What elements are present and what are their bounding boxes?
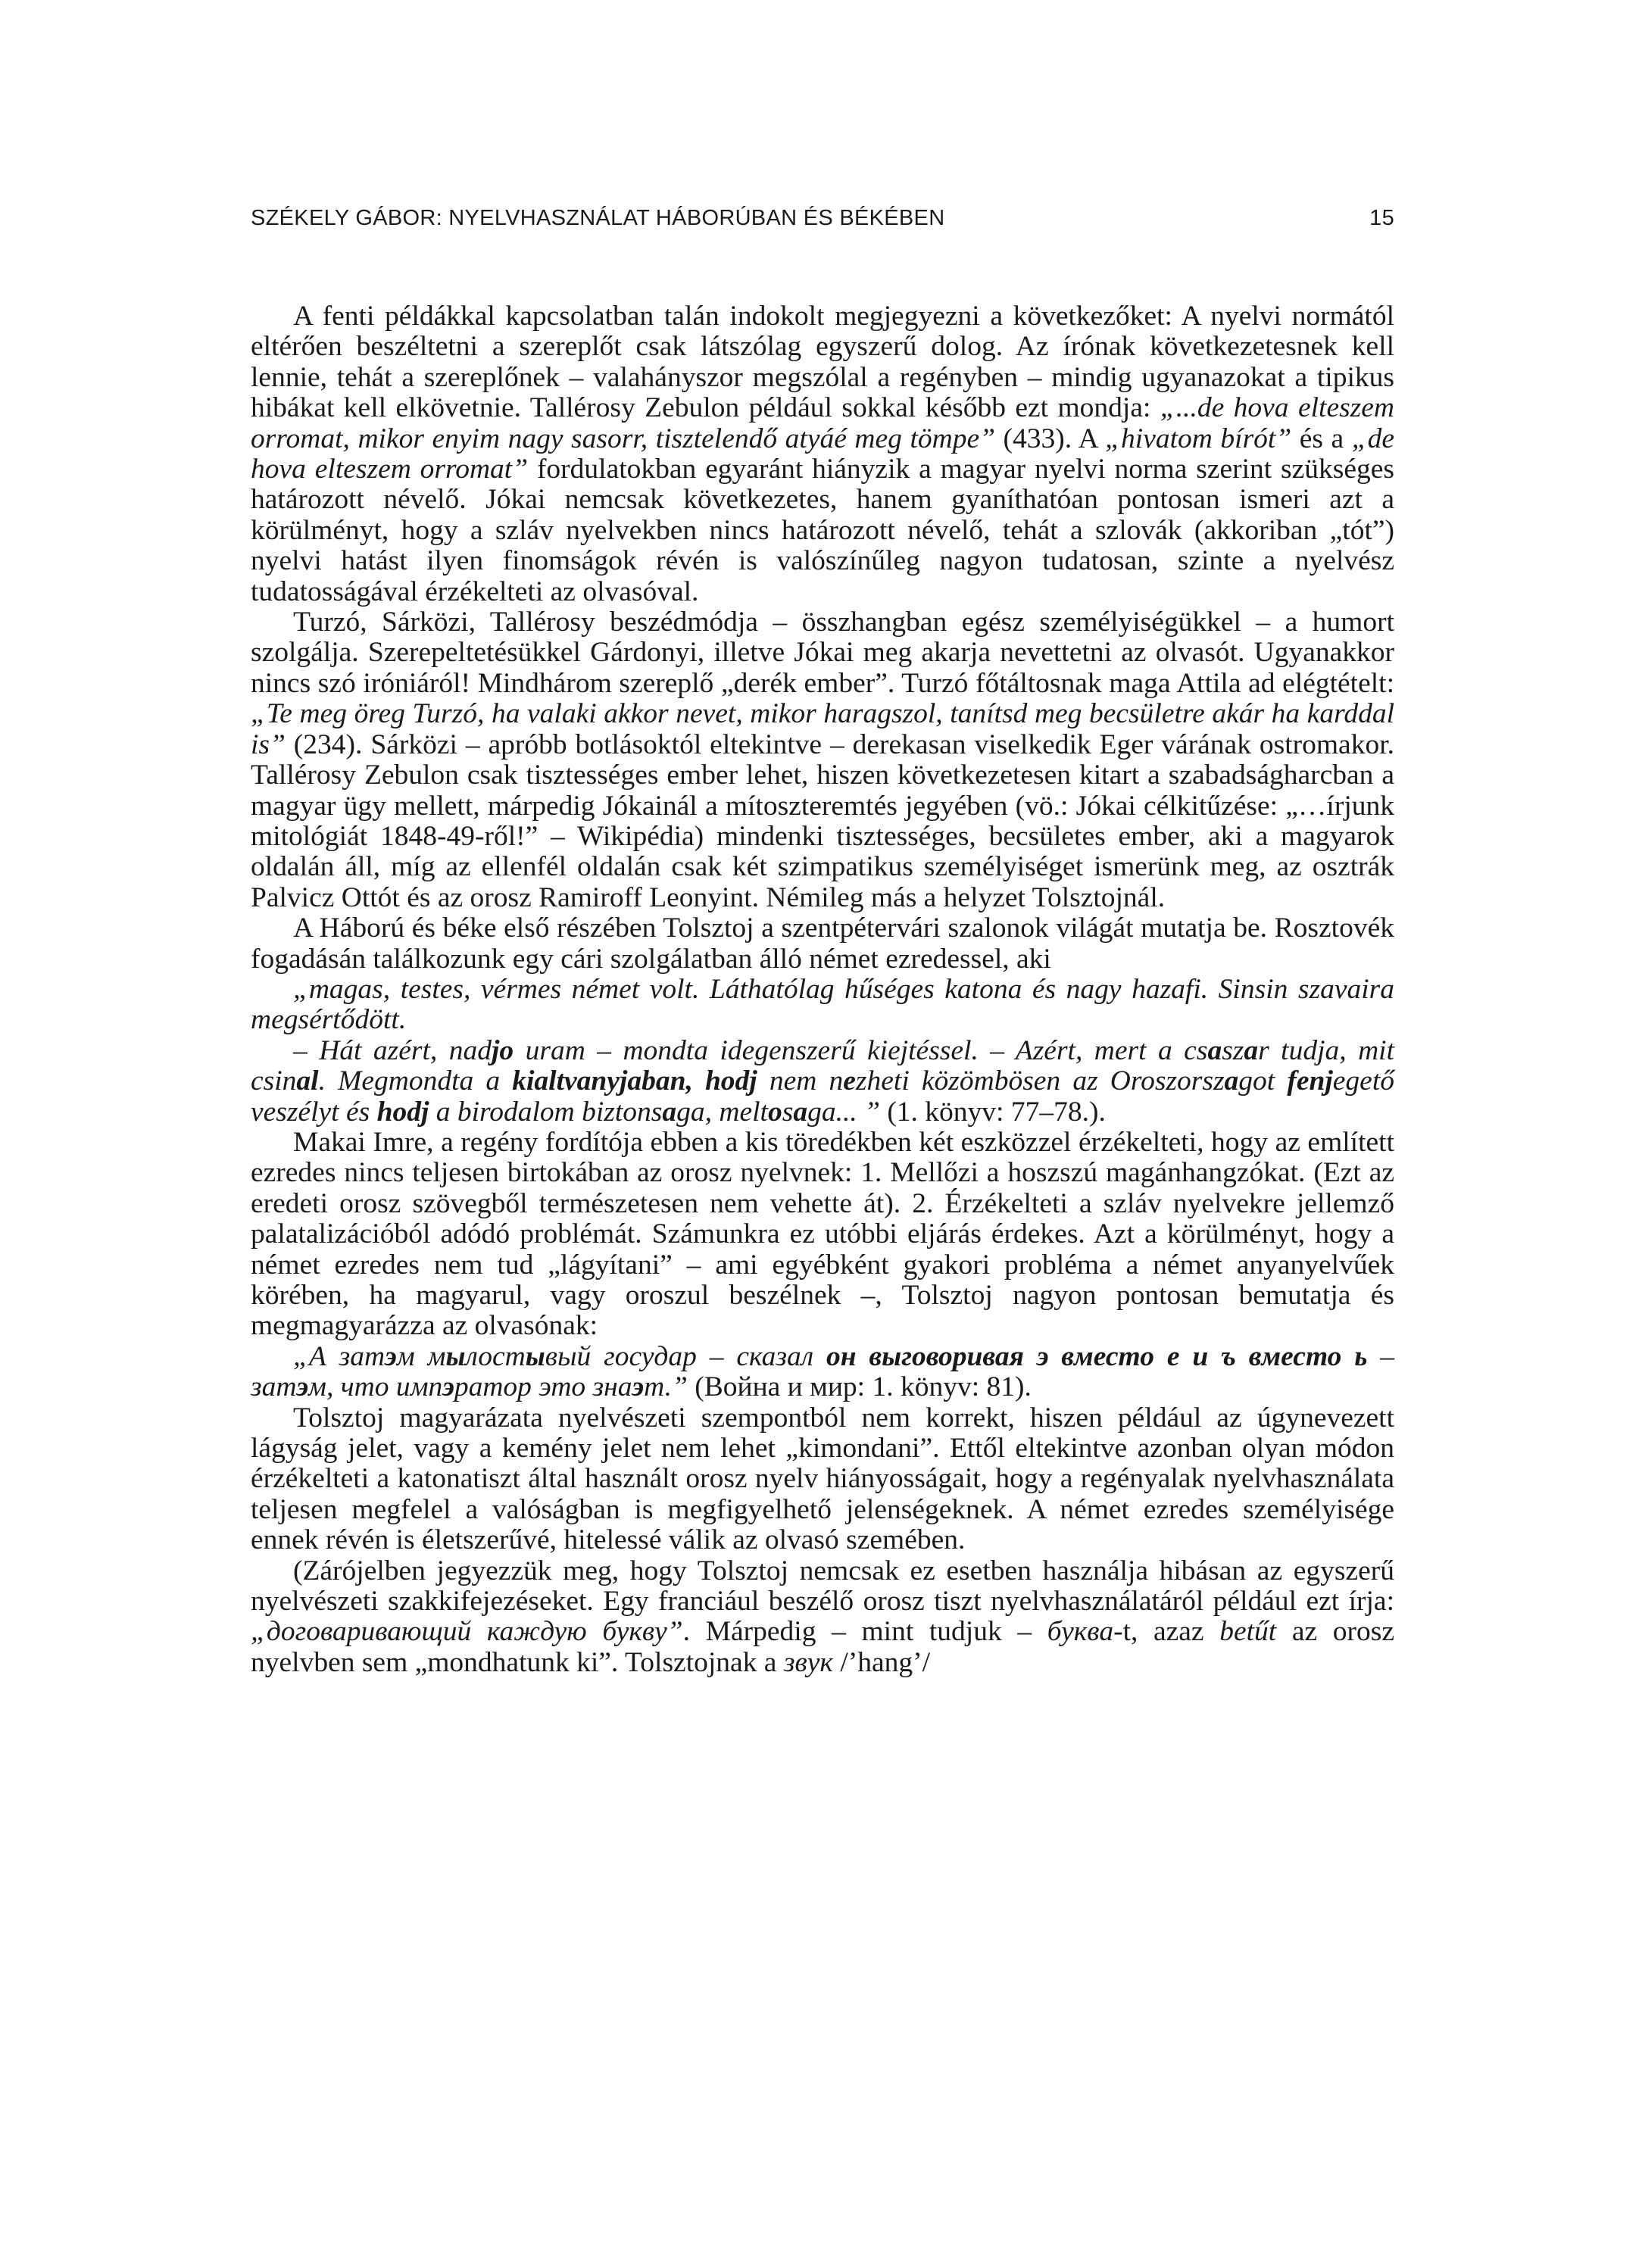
text-run: (234). Sárközi – apróbb botlásoktól eltekintve – derekasan viselkedik Eger várának ostromakor. Tallérosy Zebulon csak tisztességes ember lehet, hiszen következetesen kitart a szabadságharcban a magyar ügy mellett, márpedig Jókainál a mítoszteremtés jegyében (vö.: Jókai célkitűzése: „…írjunk mitológiát 1848-49-ről!” – Wikipédia) mindenki tisztességes, becsületes ember, aki a magyarok oldalán áll, míg az ellenfél oldalán csak két szimpatikus személyiséget ismerünk meg, az osztrák Palvicz Ottót és az orosz Ramiroff Leonyint. Némileg más a helyzet Tolsztojnál. [251,728,1394,913]
emphasis-run: o [767,1096,782,1128]
emphasis-run: – Hát azért, nad [293,1034,492,1066]
emphasis-run: fenj [1287,1065,1333,1097]
text-run: -t, azaz [1113,1616,1220,1648]
text-run: (433). A [994,423,1106,454]
body-text [251,301,1394,1678]
emphasis-run: – зат [251,1340,1395,1403]
running-header [251,206,1394,236]
emphasis-run: sz [1222,1034,1244,1066]
emphasis-run: got [1238,1065,1288,1097]
emphasis-run: э [442,1371,454,1403]
paragraph [251,1128,1394,1342]
text-run: (Война и мир: 1. könyv: 81). [687,1371,1032,1403]
paragraph [251,301,1394,607]
emphasis-run: лост [465,1340,526,1372]
emphasis-run: a [1207,1034,1222,1066]
paragraph [251,1403,1394,1556]
emphasis-run: „...de hova elteszem orromat, mikor enyim nagy sasorr, tisztelendő atyáé meg tömpe” [251,392,1395,454]
page-number: 15 [1369,206,1394,230]
emphasis-run: „Te meg öreg Turzó, ha valaki akkor nevet, mikor haragszol, tanítsd meg becsületre akár ha karddal is” [251,698,1394,760]
emphasis-run: a [662,1096,677,1128]
emphasis-run: nem n [757,1065,844,1097]
emphasis-run: м, что имп [308,1371,443,1403]
emphasis-run: e [843,1065,856,1097]
emphasis-run: „de hova elteszem orromat” [251,423,1394,485]
paragraph [251,913,1394,975]
text-run: és a [1291,423,1352,454]
text-run: (1. könyv: 77–78.). [879,1096,1106,1128]
text-run: fordulatokban egyaránt hiányzik a magyar nyelvi norma szerint szükséges határozott névelő. Jókai nemcsak következetes, hanem gyaníthatóan pontosan ismeri azt a körülményt, hogy a szláv nyelvekben nincs határozott névelő, tehát a szlovák (akkoriban „tót”) nyelvi hatást ilyen finomságok révén is valószínűleg nagyon tudatosan, szinte a nyelvész tudatosságával érzékelteti az olvasóval. [251,454,1394,607]
emphasis-run: ы [445,1340,466,1372]
paragraph [251,607,1394,913]
emphasis-run: т.” [644,1371,688,1403]
emphasis-run: э [385,1340,397,1372]
emphasis-run: a birodalom biztons [429,1096,663,1128]
emphasis-run: ga, melt [676,1096,768,1128]
text-run: /’hang’/ [832,1646,931,1678]
emphasis-run: ga... ” [807,1096,880,1128]
emphasis-run: звук [783,1646,833,1678]
paragraph [251,1556,1394,1679]
text-run: az orosz nyelvben sem „mondhatunk ki”. Tolsztojnak a [251,1616,1394,1678]
text-run: (Zárójelben jegyezzük meg, hogy Tolsztoj nemcsak ez esetben használja hibásan az egyszerű nyelvészeti szakkifejezéseket. Egy franciául beszélő orosz tiszt nyelvhasználatáról például ezt írja: [251,1555,1394,1618]
emphasis-run: э [632,1371,645,1403]
text-run: A fenti példákkal kapcsolatban talán indokolt megjegyezni a következőket: A nyelvi normától eltérően beszéltetni a szereplőt csak látszólag egyszerű dolog. Az írónak következetesnek kell lennie, tehát a szereplőnek – valahányszor megszólal a regényben – mindig ugyanazokat a tipikus hibákat kell elkövetnie. Tallérosy Zebulon például sokkal később ezt mondja: [251,301,1394,424]
emphasis-run: hodj [376,1096,429,1128]
emphasis-run: zheti közömbösen az Oroszorsz [855,1065,1225,1097]
emphasis-run: „hivatom bírót” [1105,423,1292,454]
emphasis-run: kialtvanyjaban, hodj [512,1065,757,1097]
emphasis-run: a [1244,1034,1259,1066]
emphasis-run: jo [492,1034,514,1066]
emphasis-run: ратор это зна [454,1371,632,1403]
emphasis-run: s [782,1096,794,1128]
text-run: Tolsztoj magyarázata nyelvészeti szempontból nem korrekt, hiszen például az úgynevezett lágyság jelet, vagy a kemény jelet nem lehet „kimondani”. Ettől eltekintve azonban olyan módon érzékelteti a katonatiszt által használt orosz nyelv hiányosságait, hogy a regényalak nyelvhasználata teljesen megfelel a valóságban is megfigyelhető jelenségeknek. A német ezredes személyisége ennek révén is életszerűvé, hitelessé válik az olvasó szemében. [251,1402,1394,1556]
paragraph [251,1342,1394,1403]
emphasis-run: al [296,1065,319,1097]
text-run: Turzó, Sárközi, Tallérosy beszédmódja – összhangban egész személyiségükkel – a humort szolgálja. Szerepeltetésükkel Gárdonyi, illetve Jókai meg akarja nevettetni az olvasót. Ugyanakkor nincs szó iróniáról! Mindhárom szereplő „derék ember”. Turzó főtáltosnak maga Attila ad elégtételt: [251,607,1394,699]
emphasis-run: ы [525,1340,545,1372]
emphasis-run: betűt [1219,1616,1277,1648]
paragraph [251,1036,1394,1128]
emphasis-run: буква [1047,1616,1114,1648]
emphasis-run: он выговоривая э вместо е и ъ вместо ь [826,1340,1368,1372]
text-run: . Márpedig – mint tudjuk – [682,1616,1047,1648]
emphasis-run: uram – mondta idegenszerű kiejtéssel. – Azért, mert a cs [514,1034,1208,1066]
text-run: Makai Imre, a regény fordítója ebben a kis töredékben két eszközzel érzékelteti, hogy az említett ezredes nincs teljesen birtokában az orosz nyelvnek: 1. Mellőzi a hoszszú magánhangzókat. (Ezt az eredeti orosz szövegből természetesen nem vehette át). 2. Érzékelteti a szláv nyelvekre jellemző palatalizációból adódó problémát. Számunkra ez utóbbi eljárás érdekes. Azt a körülményt, hogy a német ezredes nem tud „lágyítani” – ami egyébként gyakori probléma a német anyanyelvűek körében, ha magyarul, vagy oroszul beszélnek –, Tolsztoj nagyon pontosan bemutatja és megmagyarázza az olvasónak: [251,1126,1394,1342]
emphasis-run: вый государ – сказал [545,1340,826,1372]
emphasis-run: r tudja, mit csin [251,1034,1395,1097]
text-run: A Háború és béke első részében Tolsztoj a szentpétervári szalonok világát mutatja be. Rosztovék fogadásán találkozunk egy cári szolgálatban álló német ezredessel, aki [251,913,1394,975]
emphasis-run: a [1224,1065,1239,1097]
emphasis-run: . Megmondta a [318,1065,513,1097]
paragraph [251,975,1394,1036]
emphasis-run: „magas, testes, vérmes német volt. Láthatólag hűséges katona és nagy hazafi. Sinsin szavaira megsértődött. [251,973,1394,1036]
running-title: SZÉKELY GÁBOR: NYELVHASZNÁLAT HÁBORÚBAN ÉS BÉKÉBEN [251,206,945,230]
emphasis-run: „А зат [293,1340,386,1372]
emphasis-run: egető veszélyt és [251,1065,1394,1128]
emphasis-run: a [793,1096,808,1128]
emphasis-run: „договаривающий каждую букву” [251,1616,683,1648]
emphasis-run: м м [396,1340,446,1372]
emphasis-run: э [296,1371,309,1403]
